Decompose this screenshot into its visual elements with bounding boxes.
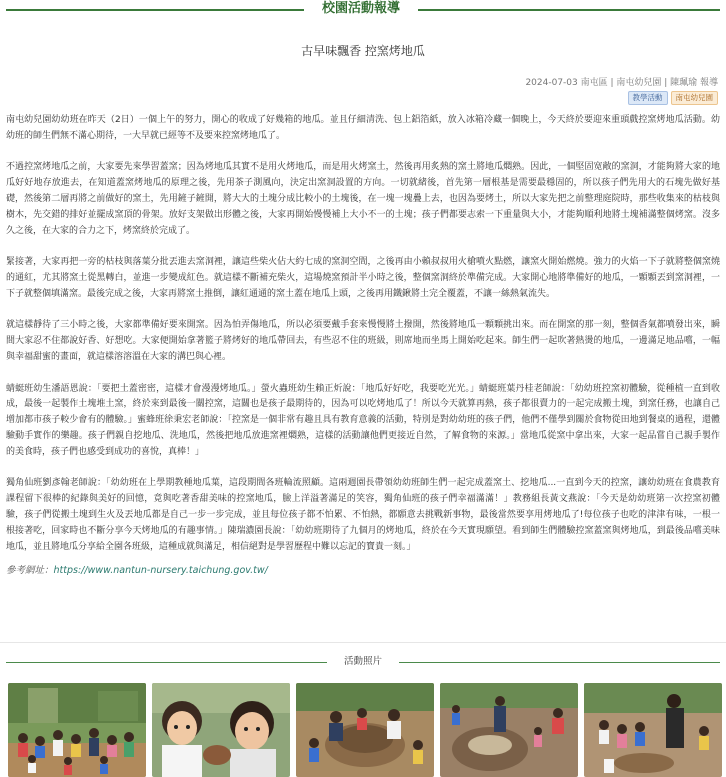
paragraph: 就這樣靜待了三小時之後，大家都準備好要來開窯。因為怕弄傷地瓜，所以必須要戴手套來慢慢將土撥開，然後將地瓜一顆顆挑出來。而在開窯的那一刻，整個香氣都噴發出來，瞬間大家忍不住都說好香、好想吃。大家便開始拿著籃子將烤好的地瓜帶回去，有些忍不住的班級，則席地而坐馬上開始吃起來。師生們一起吹著熱燙的地瓜，一邊滿足地品嚐，一幅與幸福甜蜜的畫面，就這樣溶溶溫在大家的溝巴與心裡。 [6,320,720,362]
article-body [6,113,720,579]
article-title: 古早味飄香 控窯烤地瓜 [301,44,425,58]
photo-teacher-children[interactable] [584,683,722,777]
photo-kiln-building[interactable] [296,683,434,777]
header-divider-right [418,9,720,11]
paragraph: 不過控窯烤地瓜之前，大家要先來學習蓋窯；因為烤地瓜其實不是用火烤地瓜，而是用火烤窯土，然後再用炙熱的窯土將地瓜燜熟。因此，一個堅固宽敞的窯洞，才能夠將大家的地瓜好好地存放進去，在知道蓋窯烤地瓜的原理之後，先用茶子測風向，決定出窯洞設置的方向。一切就緒後，首先第一層根基是需要最穩固的，所以孩子們先用大的石塊先做好基礎，然後第二層再將之前做好的窯土，先用鏟子鏟開，將大大的土塊分成比較小的土塊後，在一塊一塊疊上去，也因為要烤土，所以大家先把之前整理庭院時，那些收集來的枯枝與樹木，先交錯的排好並擺成窯頂的骨架。放好支架做出形體之後，大家再開始慢慢補上大小不一的土塊；孩子們都要志索一下重量與大小，才能夠順利地將土塊補滿整個烤窯。沒多久之後，在大家的合力之下，烤窯終於完成了。 [6,162,720,236]
photos-divider-right [399,662,720,663]
photos-divider-left [6,662,327,663]
photo-group[interactable] [8,683,146,777]
paragraph: 緊接著，大家再把一旁的枯枝與落葉分批丟進去窯洞裡，讓這些柴火佔大約七成的窯洞空間，之後再由小賴叔叔用火槍噴火點燃，讓窯火開始燃燒。強力的火焰一下子就將整個窯燒的通紅，尤其將窯土從黑轉白，並進一步變成紅色。就這樣不斷補充柴火，這場燒窯預計半小時之後，整個窯洞終於準備完成。大家開心地將準備好的地瓜，一顆顆丟到窯洞裡，一下子就整個填滿窯。最後完成之後，大家再將窯土推倒，讓紅通通的窯土蓋在地瓜上頭，之後再用鐵鍬將土完全覆蓋，不讓一絲熱氣流失。 [6,257,720,299]
photos-header [0,654,726,670]
photo-kiln-fire[interactable] [440,683,578,777]
section-divider [0,642,726,643]
tag-teaching-activity[interactable]: 教學活動 [628,91,668,105]
reference-label: 參考網址： [6,565,54,577]
section-title: 校園活動報導 [321,1,400,16]
photos-title: 活動照片 [343,656,382,667]
photo-children-closeup[interactable] [152,683,290,777]
tag-list [628,91,719,105]
paragraph: 獨角仙班劉彥翰老師說：「幼幼班在上學期教種地瓜葉，這段期間各班輪流照顧。這兩週園長帶領幼幼班師生們一起完成蓋窯土、挖地瓜...一直到今天的控窯，讓幼幼班在食農教育課程留下很棒的紀錄與美好的回憶，竟與吃著香甜美味的控窯地瓜，臉上洋溢著滿足的笑容，獨角仙班的孩子們幸福滿滿！」教務組長黃文燕說：「今天是幼幼班第一次控窯初體驗，孩子們從搬土塊到生火及丟地瓜都是自己一步一步完成，並且每位孩子都不怕累、不怕熱，都願意去挑戰新事物，最後當然要享用烤地瓜了!每位孩子也吃的津津有味，一根一根接著吃，回家時也不斷分享今天烤地瓜的有趣事情。」陳瑞濃園長說：「幼幼班期待了九個月的烤地瓜，終於在今天實現願望。看到師生們體驗控窯蓋窯與烤地瓜，到最後品嚐美味地瓜，並且將地瓜分享給全園各班級，這種成就與滿足，相信絕對是學習歷程中難以忘記的寶貴一刻。」 [6,478,720,552]
photo-gallery [8,683,720,777]
tag-school[interactable]: 南屯幼兒園 [671,91,719,105]
paragraph: 南屯幼兒園幼幼班在昨天（2日）一個上午的努力，開心的收成了好幾箱的地瓜。並且仔細清洗、包上鋁箔紙，放入冰箱冷藏一個晚上，今天終於要迎來重頭戲控窯烤地瓜活動。幼幼班的師生們無不滿心期待，一大早就已經等不及要來控窯烤地瓜了。 [6,115,720,141]
paragraph: 蜻蜓班幼生潘語恩說：「要把土蓋密密，這樣才會漫漫烤地瓜。」螢火蟲班幼生賴正炘說：「地瓜好好吃，我要吃光光。」蜻蜓班葉丹桂老師說：「幼幼班控窯初體驗，從種植一直到收成，最後一起製作土塊堆土窯，終於來到最後一關控窯，這關也是孩子最期待的，因為可以吃烤地瓜了！所以今天就算再熱，孩子都很賣力的一起完成搬土塊，到窯任務，也讓自己增加都市孩子較少會有的體驗。」蜜蜂班徐秉宏老師說：「控窯是一個非常有趣且具有教育意義的活動，特別是對幼幼班的孩子們，他們不僅學到關於食物從田地到餐桌的過程，還體驗動手實作的樂趣。孩子們親自挖地瓜、洗地瓜，然後把地瓜放進窯裡燜熟，這樣的活動讓他們更接近自然，了解食物的來源。」當地瓜從窯中拿出來，大家一起品嘗自己親手製作的美食時，孩子們也感受到成功的喜悅，真棒！」 [6,383,720,457]
article-meta: 2024-07-03 南屯區 | 南屯幼兒園 | 陳珮瑜 報導 [525,78,718,88]
reference-link[interactable]: https://www.nantun-nursery.taichung.gov.tw/ [53,565,268,577]
reference-line [6,563,720,579]
header-divider-left [6,9,304,11]
section-header [0,0,726,18]
